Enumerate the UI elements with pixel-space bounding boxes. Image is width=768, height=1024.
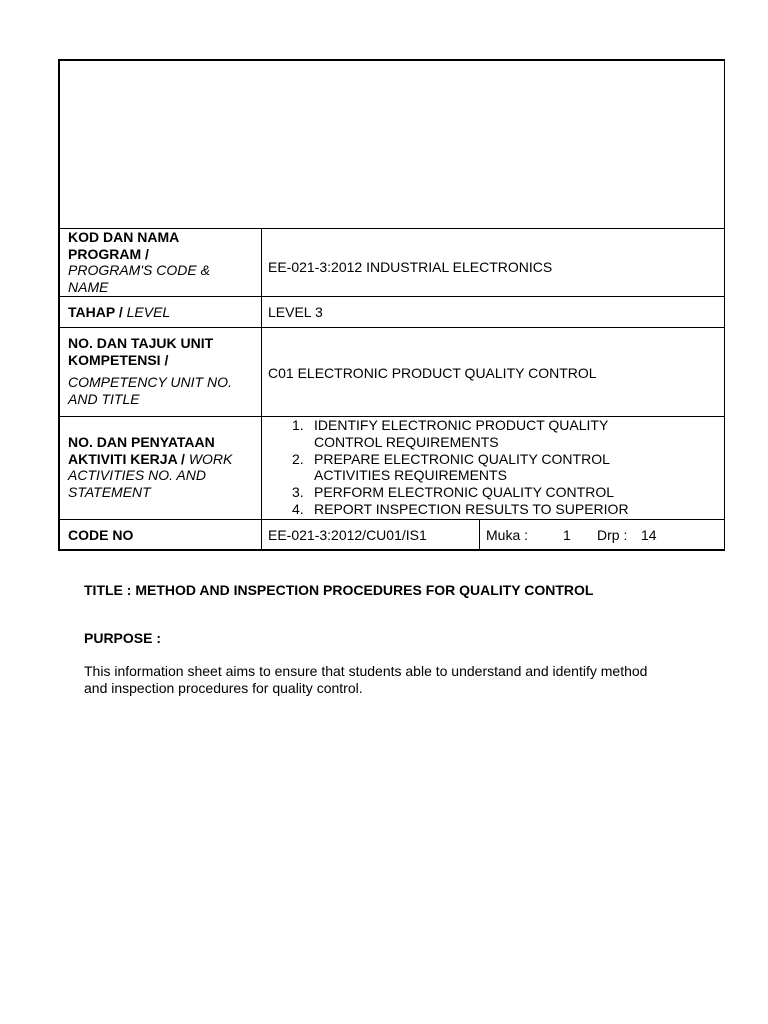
column-divider	[479, 519, 480, 551]
activities-label-italic-line4: STATEMENT	[68, 483, 151, 500]
list-item-number: 2.	[292, 450, 304, 467]
code-label: CODE NO	[68, 527, 134, 543]
page-value: 1	[563, 527, 571, 543]
row-divider	[60, 519, 725, 520]
purpose-line: and inspection procedures for quality control.	[84, 680, 363, 696]
unit-label-line2: KOMPETENSI /	[68, 351, 169, 368]
row-divider	[60, 296, 725, 297]
list-item	[268, 451, 629, 485]
program-label-italic-line2: NAME	[68, 278, 109, 295]
program-label-line2: PROGRAM /	[68, 245, 149, 262]
unit-label	[68, 335, 232, 407]
list-item-line: CONTROL REQUIREMENTS	[314, 433, 499, 450]
list-item-line: IDENTIFY ELECTRONIC PRODUCT QUALITY	[314, 417, 609, 433]
list-item-line: PERFORM ELECTRONIC QUALITY CONTROL	[314, 484, 615, 501]
unit-label-italic-line1: COMPETENCY UNIT NO.	[68, 374, 232, 390]
activities-label-line1: NO. DAN PENYATAAN	[68, 434, 215, 450]
list-item	[268, 501, 629, 518]
purpose-text	[84, 663, 647, 697]
activities-label	[68, 434, 232, 500]
list-item-number: 1.	[292, 417, 304, 433]
purpose-line: This information sheet aims to ensure that students able to understand and identify method	[84, 663, 648, 679]
page-label: Muka :	[486, 527, 529, 543]
list-item-line: PREPARE ELECTRONIC QUALITY CONTROL	[314, 450, 610, 467]
program-label	[68, 229, 210, 295]
level-label-bold: TAHAP /	[68, 304, 123, 320]
level-value: LEVEL 3	[268, 304, 323, 320]
program-value: EE-021-3:2012 INDUSTRIAL ELECTRONICS	[268, 259, 553, 275]
row-divider	[60, 327, 725, 328]
activities-list	[268, 417, 629, 518]
list-item-line: ACTIVITIES REQUIREMENTS	[314, 467, 507, 484]
purpose-heading: PURPOSE :	[84, 630, 162, 646]
total-pages-label: Drp :	[597, 527, 628, 543]
unit-value: C01 ELECTRONIC PRODUCT QUALITY CONTROL	[268, 365, 597, 381]
activities-label-italic-line3: ACTIVITIES NO. AND	[68, 467, 206, 483]
list-item	[268, 484, 629, 501]
program-label-italic-line1: PROGRAM'S CODE &	[68, 262, 210, 278]
list-item	[268, 417, 629, 451]
list-item-line: REPORT INSPECTION RESULTS TO SUPERIOR	[314, 500, 629, 517]
level-label	[68, 304, 170, 321]
program-label-line1: KOD DAN NAMA	[68, 229, 180, 245]
column-divider	[261, 228, 262, 551]
list-item-number: 4.	[292, 500, 304, 517]
activities-label-line2-bold: AKTIVITI KERJA /	[68, 450, 185, 467]
level-label-italic: LEVEL	[126, 304, 171, 320]
document-title: TITLE : METHOD AND INSPECTION PROCEDURES FOR QUALITY CONTROL	[84, 582, 594, 598]
code-value: EE-021-3:2012/CU01/IS1	[268, 527, 427, 543]
unit-label-italic-line2: AND TITLE	[68, 390, 140, 407]
unit-label-line1: NO. DAN TAJUK UNIT	[68, 335, 214, 351]
total-pages-value: 14	[641, 527, 657, 543]
list-item-number: 3.	[292, 484, 304, 501]
activities-label-line2-italic: WORK	[188, 450, 233, 467]
